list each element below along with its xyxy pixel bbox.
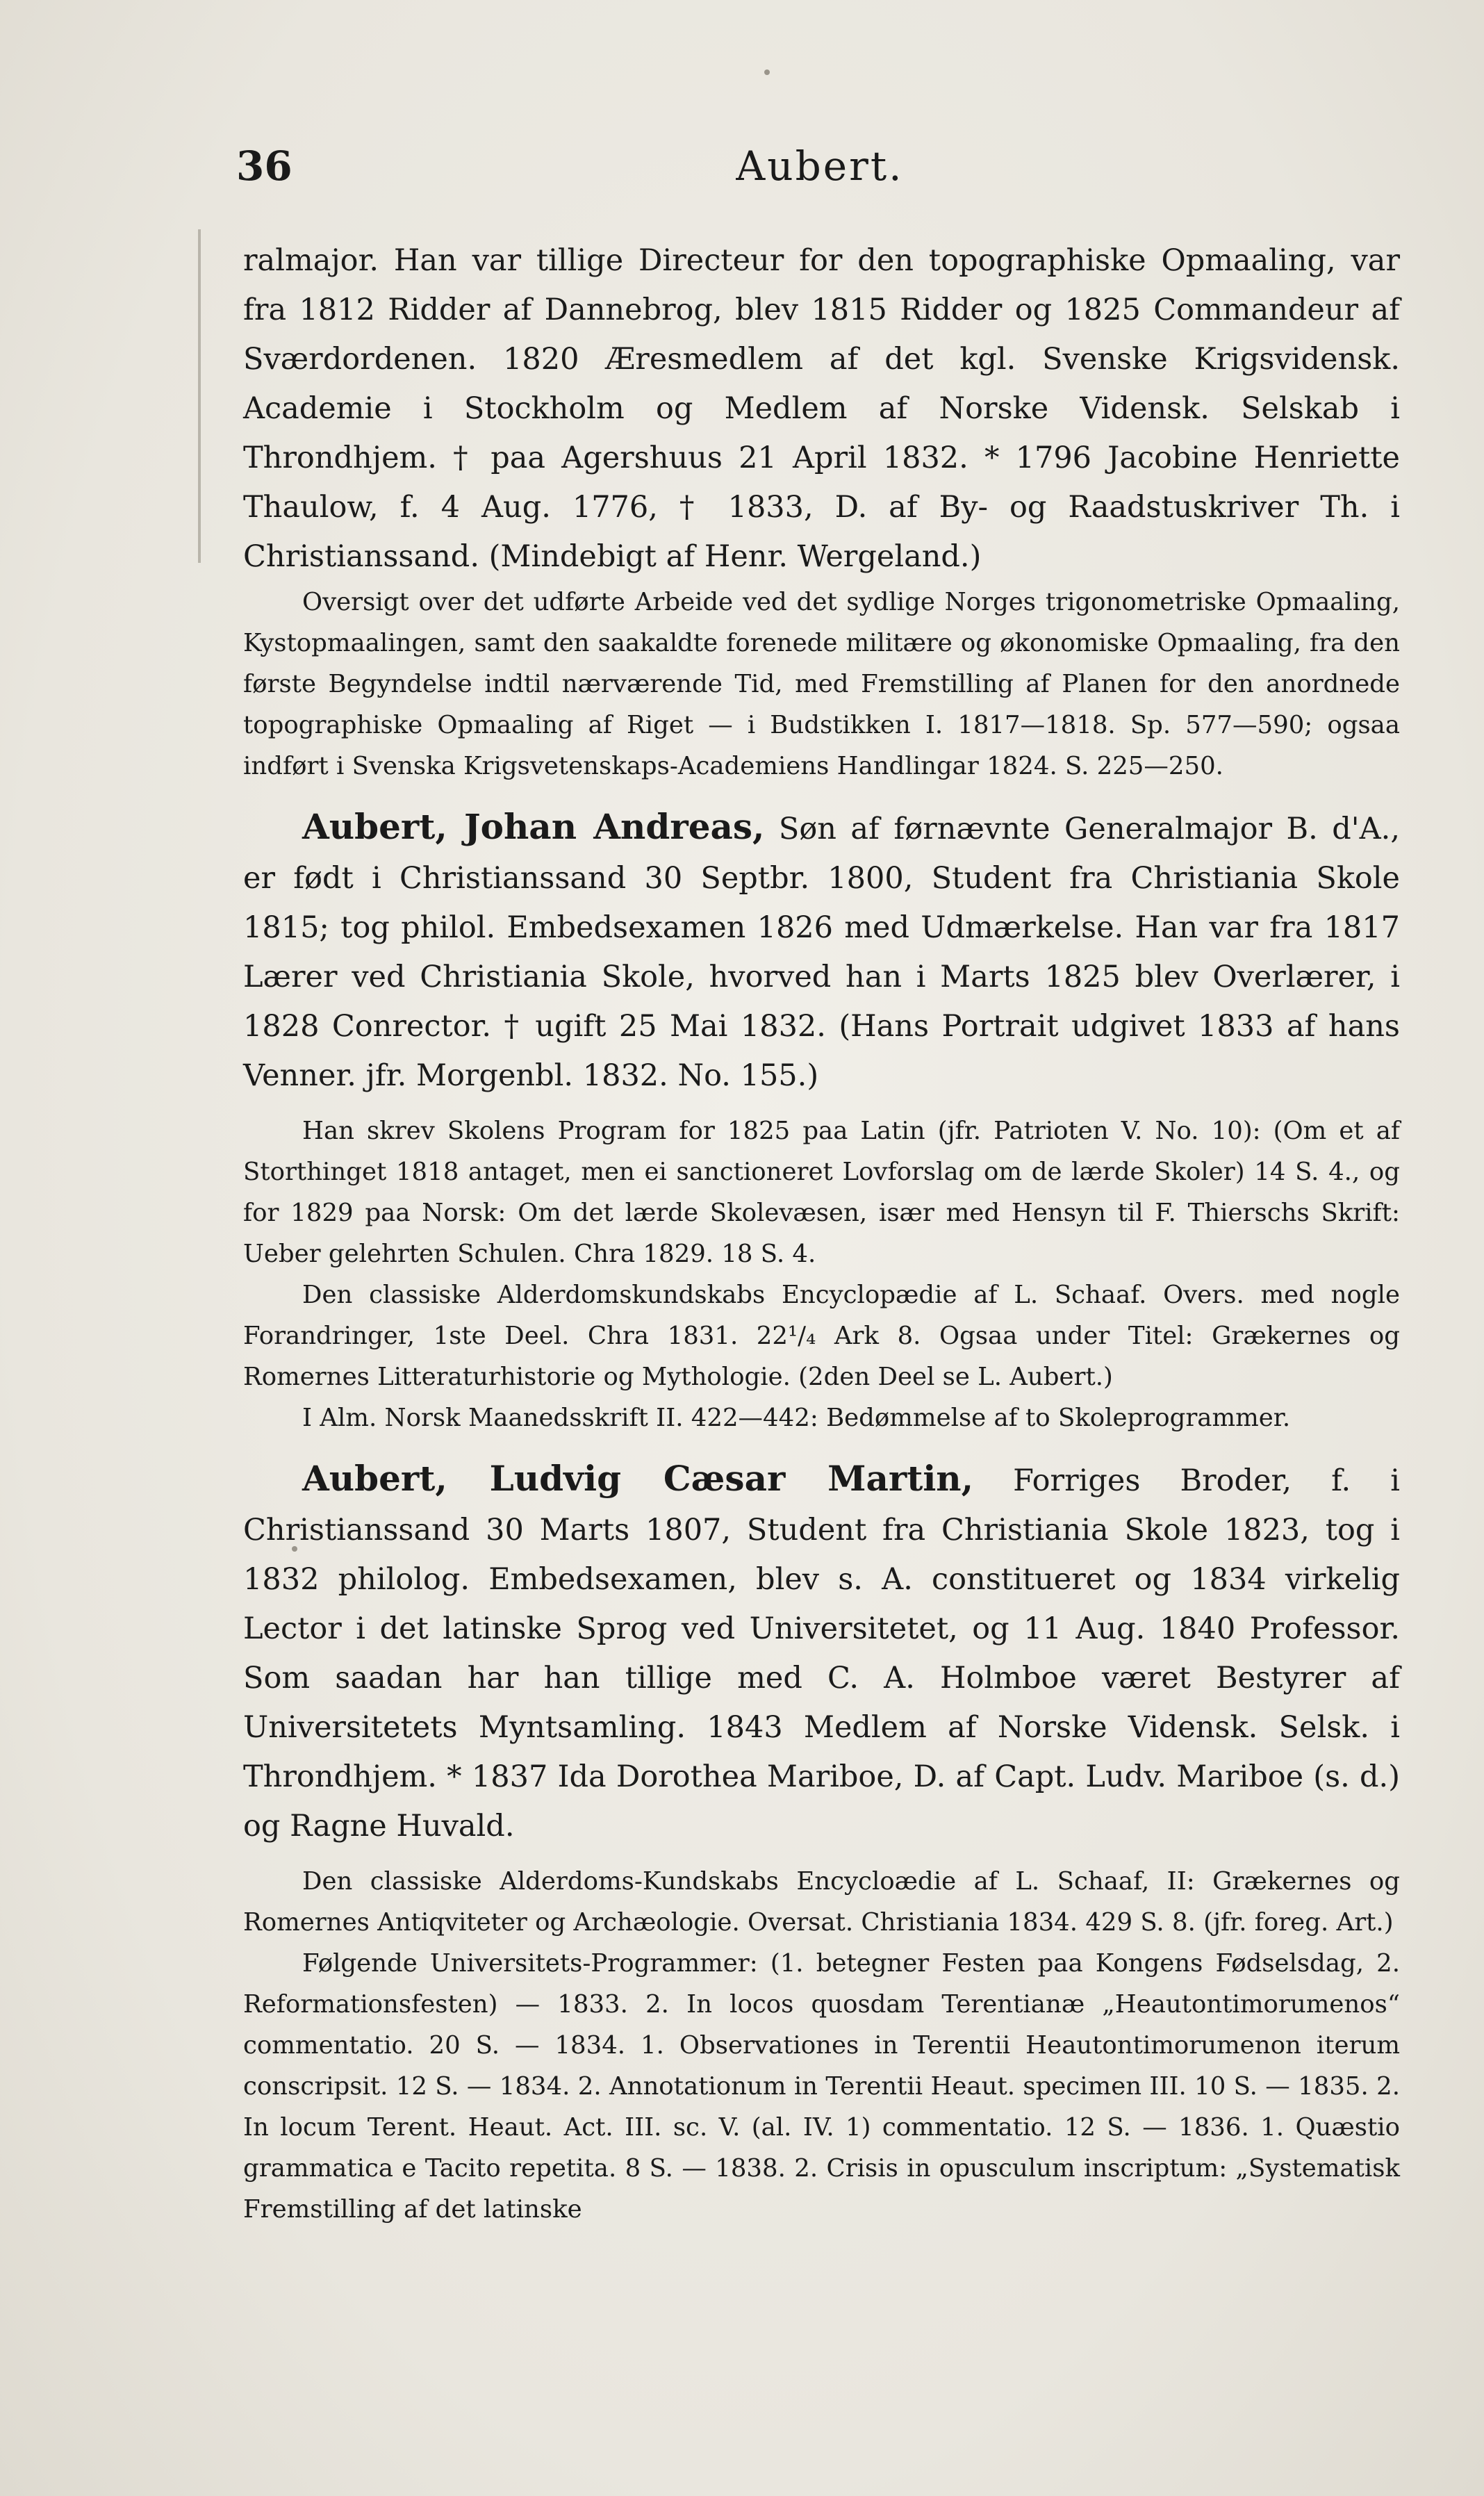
bibliography-note: [243, 1397, 1400, 1438]
entry-headword: Aubert, Ludvig Cæsar Martin,: [302, 1458, 974, 1499]
paragraph-text: Oversigt over det udførte Arbeide ved det sydlige Norges trigonometriske Opmaaling, Kystopmaalingen, samt den saakaldte forenede militære og økonomiske Opmaaling, fra den første Begyndelse indtil nærværende Tid, med Fremstilling af Planen for den anordnede topographiske Opmaaling af Riget — i Budstikken I. 1817—1818. Sp. 577—590; ogsaa indført i Svenska Krigsvetenskaps-Academiens Handlingar 1824. S. 225—250.: [243, 588, 1400, 780]
entry-continuation-paragraph: [243, 236, 1400, 582]
running-head: Aubert.: [736, 142, 904, 190]
paragraph-text: Søn af førnævnte Generalmajor B. d'A., er født i Christianssand 30 Septbr. 1800, Student fra Christiania Skole 1815; tog philol. Embedsexamen 1826 med Udmærkelse. Han var fra 1817 Lærer ved Christiania Skole, hvorved han i Marts 1825 blev Overlærer, i 1828 Conrector. † ugift 25 Mai 1832. (Hans Portrait udgivet 1833 af hans Venner. jfr. Morgenbl. 1832. No. 155.): [243, 812, 1401, 1093]
bibliography-note: [243, 1861, 1400, 1943]
paragraph-text: Følgende Universitets-Programmer: (1. betegner Festen paa Kongens Fødselsdag, 2. Reformationsfesten) — 1833. 2. In locos quosdam Terentianæ „Heautontimorumenos“ commentatio. 20 S. — 1834. 1. Observationes in Terentii Heautontimorumenon iterum conscripsit. 12 S. — 1834. 2. Annotationum in Terentii Heaut. specimen III. 10 S. — 1835. 2. In locum Terent. Heaut. Act. III. sc. V. (al. IV. 1) commentatio. 12 S. — 1836. 1. Quæstio grammatica e Tacito repetita. 8 S. — 1838. 2. Crisis in opusculum inscriptum: „Systematisk Fremstilling af det latinske: [243, 1949, 1400, 2224]
paragraph-text: Han skrev Skolens Program for 1825 paa Latin (jfr. Patrioten V. No. 10): (Om et af Storthinget 1818 antaget, men ei sanctioneret Lovforslag om de lærde Skoler) 14 S. 4., og for 1829 paa Norsk: Om det lærde Skolevæsen, især med Hensyn til F. Thierschs Skrift: Ueber gelehrten Schulen. Chra 1829. 18 S. 4.: [243, 1117, 1400, 1268]
entry-headword: Aubert, Johan Andreas,: [302, 806, 765, 847]
paragraph-text: Den classiske Alderdoms-Kundskabs Encycloædie af L. Schaaf, II: Grækernes og Romernes Antiqviteter og Archæologie. Oversat. Christiania 1834. 429 S. 8. (jfr. foreg. Art.): [243, 1867, 1400, 1937]
ink-speck: [764, 69, 770, 75]
paragraph-text: ralmajor. Han var tillige Directeur for den topographiske Opmaaling, var fra 1812 Ridder af Dannebrog, blev 1815 Ridder og 1825 Commandeur af Sværdordenen. 1820 Æresmedlem af det kgl. Svenske Krigsvidensk. Academie i Stockholm og Medlem af Norske Vidensk. Selskab i Throndhjem. † paa Agershuus 21 April 1832. * 1796 Jacobine Henriette Thaulow, f. 4 Aug. 1776, † 1833, D. af By- og Raadstuskriver Th. i Christianssand. (Mindebigt af Henr. Wergeland.): [243, 243, 1400, 574]
biography-entry-johan-andreas: [243, 802, 1400, 1101]
biography-entry-ludvig-caesar-martin: [243, 1454, 1400, 1851]
margin-ink-mark: [198, 229, 201, 563]
page-header: [236, 142, 1403, 198]
paragraph-text: Den classiske Alderdomskundskabs Encyclopædie af L. Schaaf. Overs. med nogle Forandringer, 1ste Deel. Chra 1831. 22¹/₄ Ark 8. Ogsaa under Titel: Grækernes og Romernes Litteraturhistorie og Mythologie. (2den Deel se L. Aubert.): [243, 1281, 1400, 1391]
bibliography-note: [243, 1274, 1400, 1397]
page-body: [243, 236, 1400, 2230]
paragraph-text: Forriges Broder, f. i Christianssand 30 Marts 1807, Student fra Christiania Skole 1823, tog i 1832 philolog. Embedsexamen, blev s. A. constitueret og 1834 virkelig Lector i det latinske Sprog ved Universitetet, og 11 Aug. 1840 Professor. Som saadan har han tillige med C. A. Holmboe været Bestyrer af Universitetets Myntsamling. 1843 Medlem af Norske Vidensk. Selsk. i Throndhjem. * 1837 Ida Dorothea Mariboe, D. af Capt. Ludv. Mariboe (s. d.) og Ragne Huvald.: [243, 1463, 1400, 1844]
page-number: 36: [236, 142, 292, 190]
bibliography-note: [243, 1110, 1400, 1274]
bibliography-note: [243, 582, 1400, 787]
paragraph-text: I Alm. Norsk Maanedsskrift II. 422—442: Bedømmelse af to Skoleprogrammer.: [302, 1404, 1291, 1432]
bibliography-note: [243, 1943, 1400, 2230]
